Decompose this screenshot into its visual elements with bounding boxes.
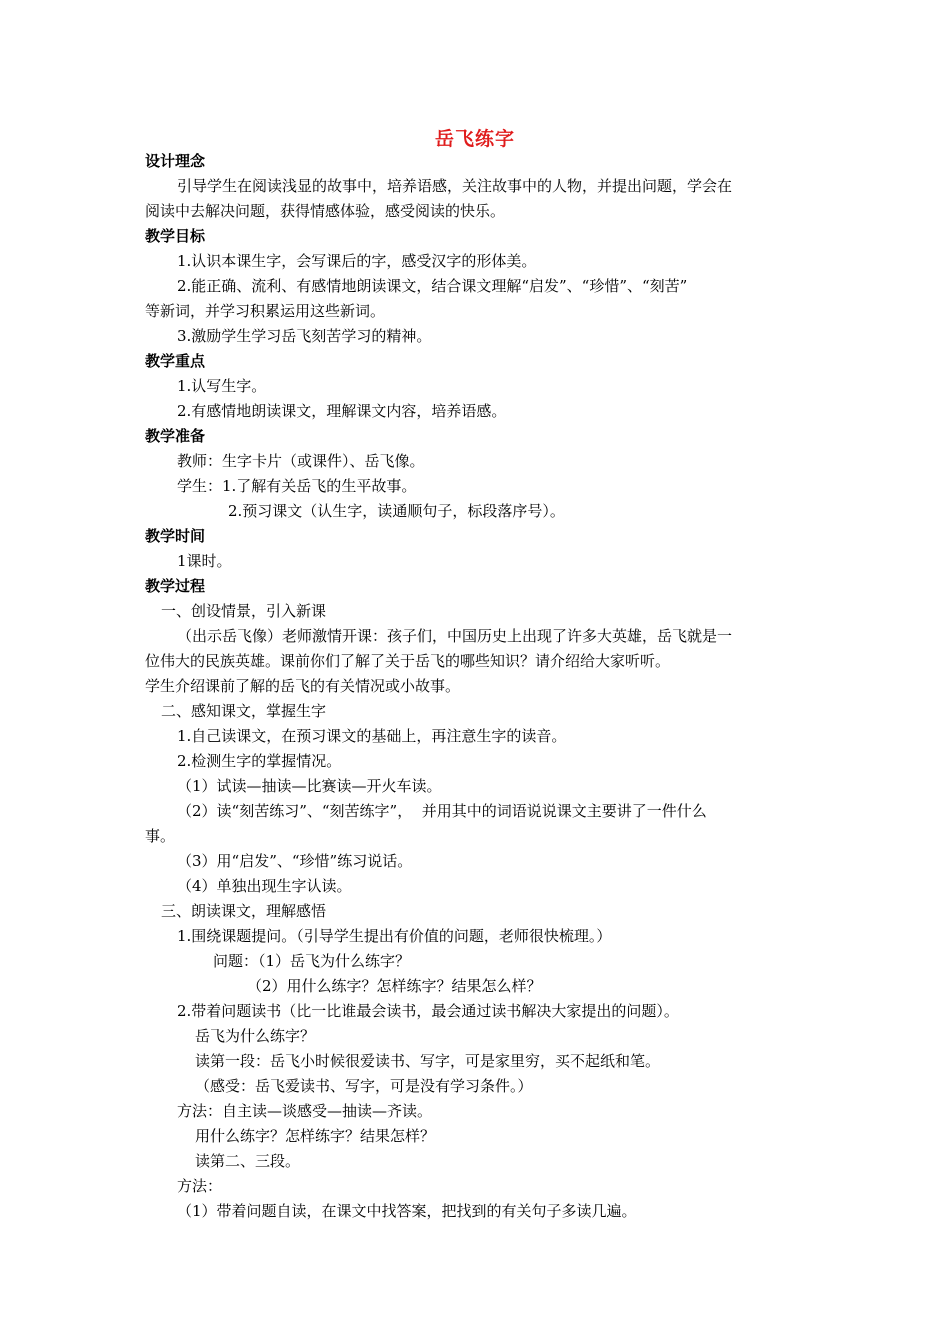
- paragraph-line: 2.预习课文（认生字，读通顺句子，标段落序号）。: [228, 502, 565, 520]
- section-heading-teaching-time: 教学时间: [145, 527, 206, 545]
- paragraph-line: （2）读“刻苦练习”、“刻苦练字”， 并用其中的词语说说课文主要讲了一件什么: [177, 802, 707, 820]
- paragraph-line: 方法：自主读—谈感受—抽读—齐读。: [177, 1102, 433, 1120]
- paragraph-line: （1）试读—抽读—比赛读—开火车读。: [177, 777, 442, 795]
- paragraph-line: 岳飞为什么练字？: [195, 1027, 316, 1045]
- paragraph-line: 1.认写生字。: [177, 377, 267, 395]
- paragraph-line: 1.围绕课题提问。（引导学生提出有价值的问题，老师很快梳理。）: [177, 927, 612, 945]
- paragraph-line: 阅读中去解决问题，获得情感体验，感受阅读的快乐。: [145, 202, 506, 220]
- paragraph-line: 一、创设情景，引入新课: [161, 602, 327, 620]
- paragraph-line: （1）带着问题自读，在课文中找答案，把找到的有关句子多读几遍。: [177, 1202, 637, 1220]
- paragraph-line: 教师：生字卡片（或课件）、岳飞像。: [177, 452, 425, 470]
- paragraph-line: 位伟大的民族英雄。课前你们了解了关于岳飞的哪些知识？请介绍给大家听听。: [145, 652, 671, 670]
- paragraph-line: 方法：: [177, 1177, 223, 1195]
- paragraph-line: （2）用什么练字？怎样练字？结果怎么样？: [247, 977, 542, 995]
- paragraph-line: （出示岳飞像）老师激情开课：孩子们，中国历史上出现了许多大英雄，岳飞就是一: [177, 627, 733, 645]
- section-heading-teaching-goals: 教学目标: [145, 227, 206, 245]
- paragraph-line: 2.能正确、流利、有感情地朗读课文，结合课文理解“启发”、“珍惜”、“刻苦”: [177, 277, 688, 295]
- paragraph-line: 读第一段：岳飞小时候很爱读书、写字，可是家里穷，买不起纸和笔。: [195, 1052, 661, 1070]
- paragraph-line: 等新词，并学习积累运用这些新词。: [145, 302, 386, 320]
- paragraph-line: 2.带着问题读书（比一比谁最会读书，最会通过读书解决大家提出的问题）。: [177, 1002, 679, 1020]
- paragraph-line: （感受：岳飞爱读书、写字，可是没有学习条件。）: [195, 1077, 533, 1095]
- paragraph-line: 三、朗读课文，理解感悟: [161, 902, 327, 920]
- paragraph-line: 2.有感情地朗读课文，理解课文内容，培养语感。: [177, 402, 507, 420]
- document-title: 岳飞练字: [434, 128, 515, 150]
- paragraph-line: 事。: [145, 827, 176, 845]
- paragraph-line: 读第二、三段。: [195, 1152, 301, 1170]
- section-heading-key-points: 教学重点: [145, 352, 206, 370]
- paragraph-line: 学生介绍课前了解的岳飞的有关情况或小故事。: [145, 677, 461, 695]
- paragraph-line: 1.认识本课生字，会写课后的字，感受汉字的形体美。: [177, 252, 537, 270]
- paragraph-line: 1.自己读课文，在预习课文的基础上，再注意生字的读音。: [177, 727, 567, 745]
- paragraph-line: 二、感知课文，掌握生字: [161, 702, 327, 720]
- section-heading-preparation: 教学准备: [145, 427, 206, 445]
- paragraph-line: 用什么练字？怎样练字？结果怎样？: [195, 1127, 436, 1145]
- paragraph-line: 1课时。: [177, 552, 232, 570]
- paragraph-line: （4）单独出现生字认读。: [177, 877, 352, 895]
- section-heading-teaching-process: 教学过程: [145, 577, 206, 595]
- paragraph-line: 2.检测生字的掌握情况。: [177, 752, 342, 770]
- paragraph-line: 问题：（1）岳飞为什么练字？: [213, 952, 411, 970]
- paragraph-line: 3.激励学生学习岳飞刻苦学习的精神。: [177, 327, 432, 345]
- paragraph-line: 学生：1.了解有关岳飞的生平故事。: [177, 477, 417, 495]
- section-heading-design-concept: 设计理念: [145, 152, 206, 170]
- paragraph-line: 引导学生在阅读浅显的故事中，培养语感，关注故事中的人物，并提出问题，学会在: [177, 177, 733, 195]
- paragraph-line: （3）用“启发”、“珍惜”练习说话。: [177, 852, 413, 870]
